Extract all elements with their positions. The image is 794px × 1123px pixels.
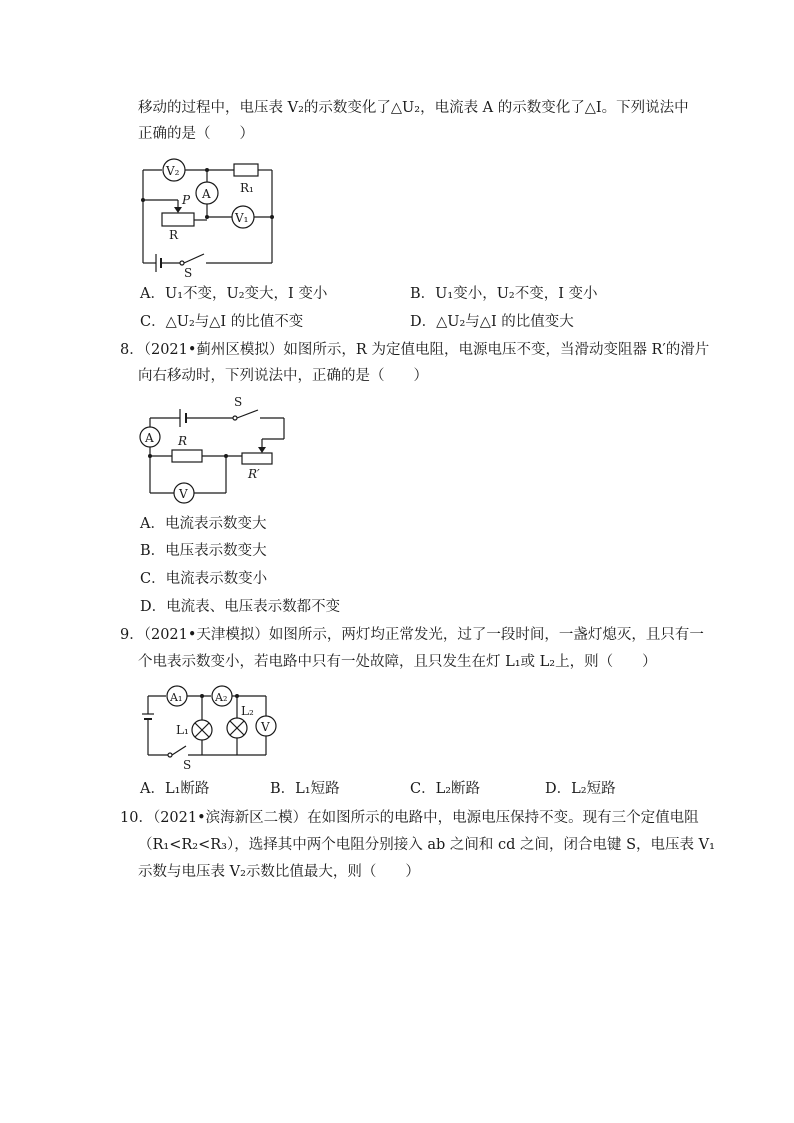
svg-text:P: P (182, 193, 191, 207)
q7-option-a: A．U₁不变，U₂变大，I 变小 (140, 286, 328, 302)
q8-rheostat-r-prime (242, 453, 272, 464)
q7-option-b: B．U₁变小，U₂不变，I 变小 (410, 286, 598, 302)
q10-stem-line2: （R₁<R₂<R₃），选择其中两个电阻分别接入 ab 之间和 cd 之间，闭合电键 S，电压表 V₁ (138, 837, 715, 853)
svg-text:V₂: V₂ (166, 164, 180, 178)
q7-circuit-diagram (136, 150, 286, 280)
svg-text:L₁: L₁ (176, 723, 189, 737)
q9-option-d: D．L₂短路 (545, 781, 616, 797)
q8-circuit-diagram (138, 392, 290, 504)
svg-text:V₁: V₁ (235, 211, 249, 225)
q8-option-b: B．电压表示数变大 (140, 543, 267, 559)
svg-text:S: S (184, 266, 193, 280)
q8-stem-line2: 向右移动时，下列说法中，正确的是（ ） (138, 368, 428, 384)
q7-stem-line2: 正确的是（ ） (138, 126, 254, 142)
q9-stem-line2: 个电表示数变小，若电路中只有一处故障，且只发生在灯 L₁或 L₂上，则（ ） (138, 654, 657, 670)
q10-stem-line1: 10．（2021•滨海新区二模）在如图所示的电路中，电源电压保持不变。现有三个定值电阻 (120, 810, 699, 826)
svg-text:A: A (145, 431, 154, 445)
svg-text:R: R (178, 434, 188, 448)
svg-text:V: V (261, 720, 270, 734)
q10-stem-line3: 示数与电压表 V₂示数比值最大，则（ ） (138, 864, 420, 880)
svg-text:V: V (179, 487, 188, 501)
q9-stem-line1: 9．（2021•天津模拟）如图所示，两灯均正常发光，过了一段时间，一盏灯熄灭，且只有一 (120, 627, 704, 643)
q7-stem-line1: 移动的过程中，电压表 V₂的示数变化了△U₂，电流表 A 的示数变化了△I。下列说法中 (138, 100, 689, 116)
q7-option-d: D．△U₂与△I 的比值变大 (410, 314, 574, 330)
q8-stem-line1: 8．（2021•蓟州区模拟）如图所示，R 为定值电阻，电源电压不变，当滑动变阻器 R′的滑片 (120, 342, 710, 358)
q9-option-b: B．L₁短路 (270, 781, 340, 797)
svg-text:L₂: L₂ (241, 704, 254, 718)
q9-option-c: C．L₂断路 (410, 781, 481, 797)
q7-resistor-r1 (234, 164, 258, 176)
q7-rheostat-r (162, 213, 194, 226)
q9-circuit-diagram (140, 680, 280, 770)
q7-option-c: C．△U₂与△I 的比值不变 (140, 314, 304, 330)
q8-option-a: A．电流表示数变大 (140, 516, 267, 532)
svg-text:A: A (202, 187, 211, 201)
q9-option-a: A．L₁断路 (140, 781, 210, 797)
svg-text:S: S (234, 395, 243, 409)
svg-text:R: R (169, 228, 179, 242)
svg-text:A₁: A₁ (170, 691, 183, 704)
svg-text:R₁: R₁ (240, 181, 254, 195)
svg-text:A₂: A₂ (215, 691, 228, 704)
svg-text:S: S (183, 758, 192, 772)
svg-text:R′: R′ (248, 467, 260, 481)
q8-option-d: D．电流表、电压表示数都不变 (140, 599, 341, 615)
q8-option-c: C．电流表示数变小 (140, 571, 268, 587)
q8-resistor-r (172, 450, 202, 462)
